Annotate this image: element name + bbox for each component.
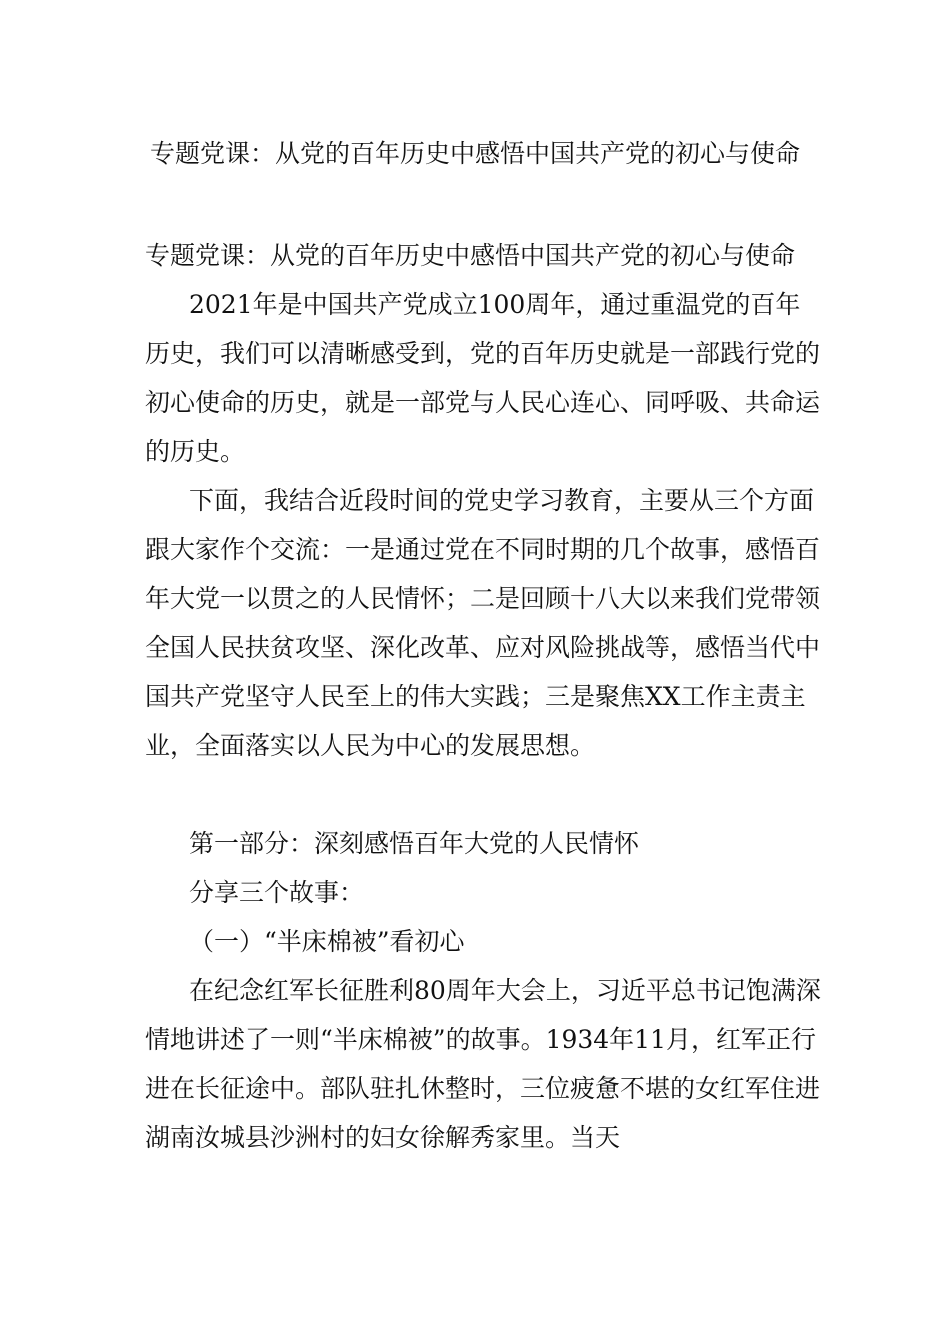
section-heading: 第一部分：深刻感悟百年大党的人民情怀 [189, 829, 640, 858]
section-intro: 分享三个故事： [189, 878, 365, 907]
story-heading: （一）“半床棉被”看初心 [189, 927, 465, 956]
document-title: 专题党课：从党的百年历史中感悟中国共产党的初心与使命 [149, 139, 800, 168]
paragraph-intro: 2021年是中国共产党成立100周年，通过重温党的百年历史，我们可以清晰感受到，党的百年历史就是一部践行党的初心使命的历史，就是一部党与人民心连心、同呼吸、共命运的历史。 [145, 290, 821, 466]
document-subtitle: 专题党课：从党的百年历史中感悟中国共产党的初心与使命 [145, 241, 796, 270]
paragraph-outline: 下面，我结合近段时间的党史学习教育，主要从三个方面跟大家作个交流：一是通过党在不同时期的几个故事，感悟百年大党一以贯之的人民情怀；二是回顾十八大以来我们党带领全国人民扶贫攻坚、深化改革、应对风险挑战等，感悟当代中国共产党坚守人民至上的伟大实践；三是聚焦XX工作主责主业，全面落实以人民为中心的发展思想。 [145, 486, 821, 760]
document-body [145, 231, 825, 1162]
story-paragraph: 在纪念红军长征胜利80周年大会上，习近平总书记饱满深情地讲述了一则“半床棉被”的故事。1934年11月，红军正行进在长征途中。部队驻扎休整时，三位疲惫不堪的女红军住进湖南汝城县沙洲村的妇女徐解秀家里。当天 [145, 976, 821, 1152]
